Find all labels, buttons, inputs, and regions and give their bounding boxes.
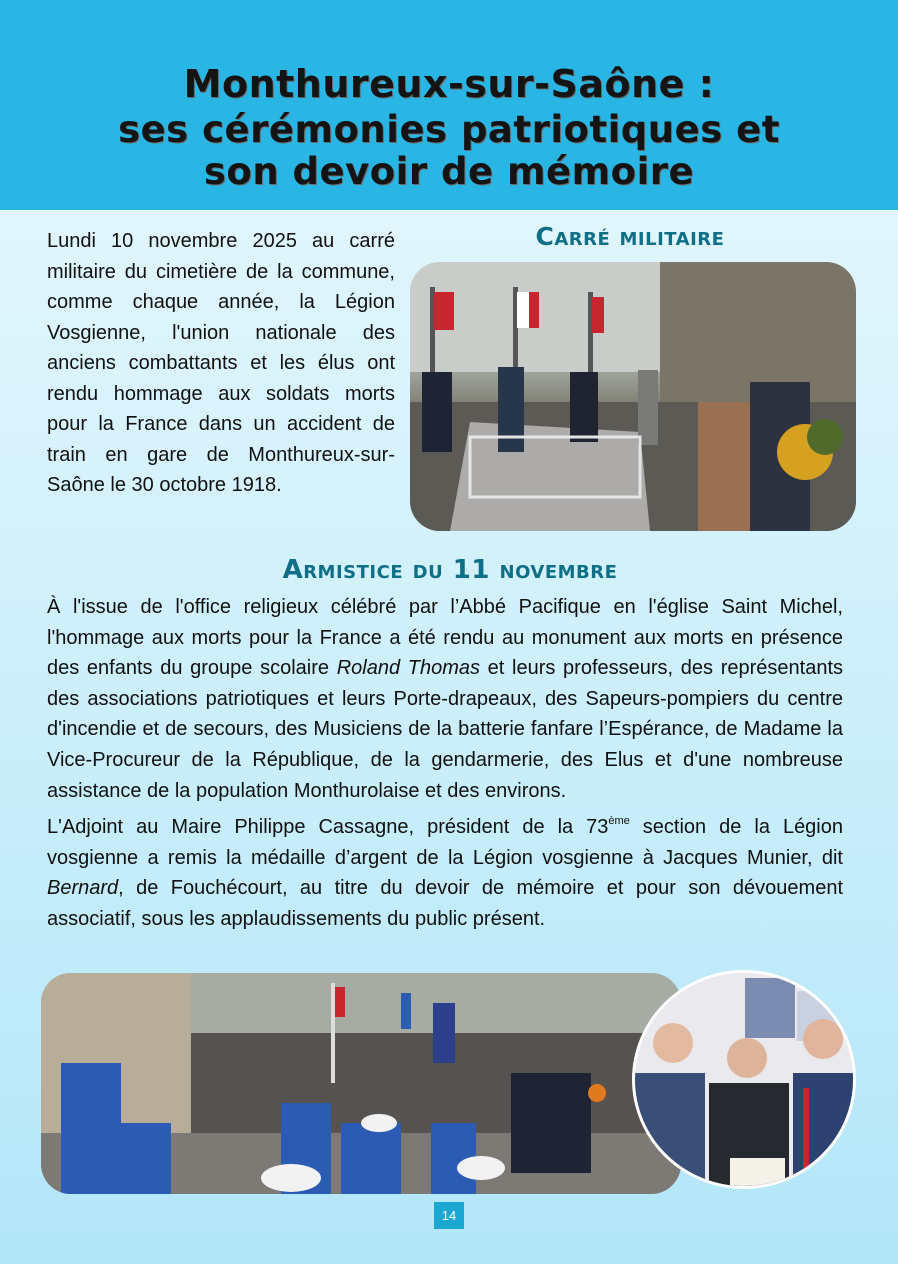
photo-carre-militaire (410, 262, 856, 531)
title-banner (0, 0, 898, 210)
intro-paragraph: Lundi 10 novembre 2025 au carré militaire du cimetière de la commune, comme chaque année, la Légion Vosgienne, l'union nationale des anciens combattants et les élus ont rendu hommage aux soldats morts pour la France dans un accident de train en gare de Monthureux-sur-Saône le 30 octobre 1918. (47, 230, 395, 496)
page-title-line-3: son devoir de mémoire (203, 150, 695, 193)
article-paragraph-2 (47, 806, 843, 934)
page-title-line-1: Monthureux-sur-Saône : (183, 62, 715, 106)
text-segment: À l'issue de l'office religieux célébré par l’Abbé Pacifique en l'église Saint Michel, l'hommage aux morts pour la France a été rendu au monument aux morts en présence des enfants du groupe scolaire (47, 596, 843, 680)
section-title-armistice: Armistice du 11 novembre (282, 555, 618, 585)
section-title-carre-militaire: Carré militaire (535, 222, 725, 251)
photo-medal-ceremony (632, 970, 856, 1189)
photo-monument-scene (41, 973, 681, 1194)
article-paragraph-1 (47, 592, 843, 806)
page-title-line-2: ses cérémonies patriotiques et (118, 108, 780, 151)
page-number-badge: 14 (434, 1202, 464, 1229)
ordinal-superscript: ème (608, 815, 630, 828)
article-body (47, 592, 843, 935)
photo-monument-ceremony (41, 973, 681, 1194)
text-segment: , de Fouchécourt, au titre du devoir de mémoire et pour son dévouement associatif, sous les applaudissements du public présent. (47, 877, 843, 930)
school-name: Roland Thomas (336, 657, 480, 680)
text-segment: section de la Légion vosgienne a remis la médaille d’argent de la Légion vosgienne à Jacques Munier, dit (47, 816, 843, 869)
photo-carre-militaire-scene (410, 262, 856, 531)
photo-medal-scene (635, 973, 853, 1186)
text-segment: et leurs professeurs, des représentants des associations patriotiques et leurs Porte-drapeaux, des Sapeurs-pompiers du centre d'incendie et de secours, des Musiciens de la batterie fanfare l’Espérance, de Madame la Vice-Procureur de la République, de la gendarmerie, des Elus et d'une nombreuse assistance de la population Monthurolaise et des environs. (47, 657, 844, 802)
text-segment: L'Adjoint au Maire Philippe Cassagne, président de la 73 (47, 816, 609, 839)
nickname: Bernard (47, 877, 119, 900)
